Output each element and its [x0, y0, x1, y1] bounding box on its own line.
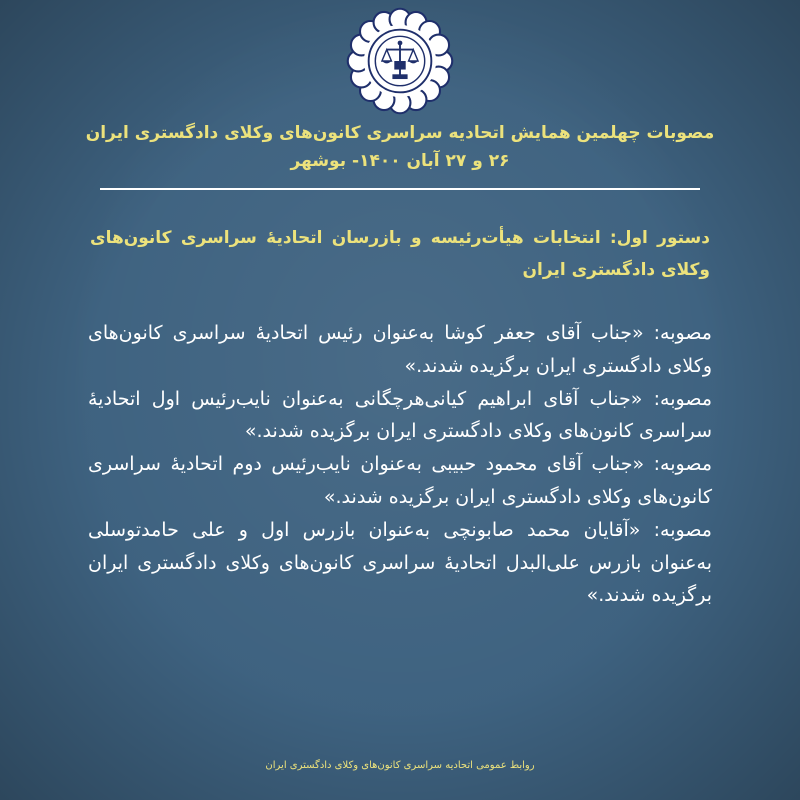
page-title: مصوبات چهلمین همایش اتحادیه سراسری کانون‌های وکلای دادگستری ایران	[85, 123, 715, 143]
bar-association-emblem-icon	[343, 4, 457, 118]
header-divider	[100, 188, 700, 190]
footer-credit: روابط عمومی اتحادیه سراسری کانون‌های وکلای دادگستری ایران	[265, 760, 535, 771]
event-date-location: ۲۶ و ۲۷ آبان ۱۴۰۰- بوشهر	[290, 151, 510, 171]
resolution-item: مصوبه: «جناب آقای محمود حبیبی به‌عنوان نایب‌رئیس دوم اتحادیهٔ سراسری کانون‌های وکلای دادگستری ایران برگزیده شدند.»	[88, 453, 712, 508]
resolution-item: مصوبه: «جناب آقای ابراهیم کیانی‌هرچگانی به‌عنوان نایب‌رئیس اول اتحادیهٔ سراسری کانون‌های وکلای دادگستری ایران برگزیده شدند.»	[88, 387, 712, 443]
resolution-item: مصوبه: «جناب آقای جعفر کوشا به‌عنوان رئیس اتحادیهٔ سراسری کانون‌های وکلای دادگستری ایران برگزیده شدند.»	[88, 322, 712, 377]
resolutions-list	[88, 317, 712, 612]
agenda-heading: دستور اول: انتخابات هیأت‌رئیسه و بازرسان اتحادیهٔ سراسری کانون‌های وکلای دادگستری ایران	[90, 228, 710, 280]
resolution-item: مصوبه: «آقایان محمد صابونچی به‌عنوان بازرس اول و علی حامدتوسلی به‌عنوان بازرس علی‌البدل اتحادیهٔ سراسری کانون‌های وکلای دادگستری ایران برگزیده شدند.»	[88, 518, 712, 607]
